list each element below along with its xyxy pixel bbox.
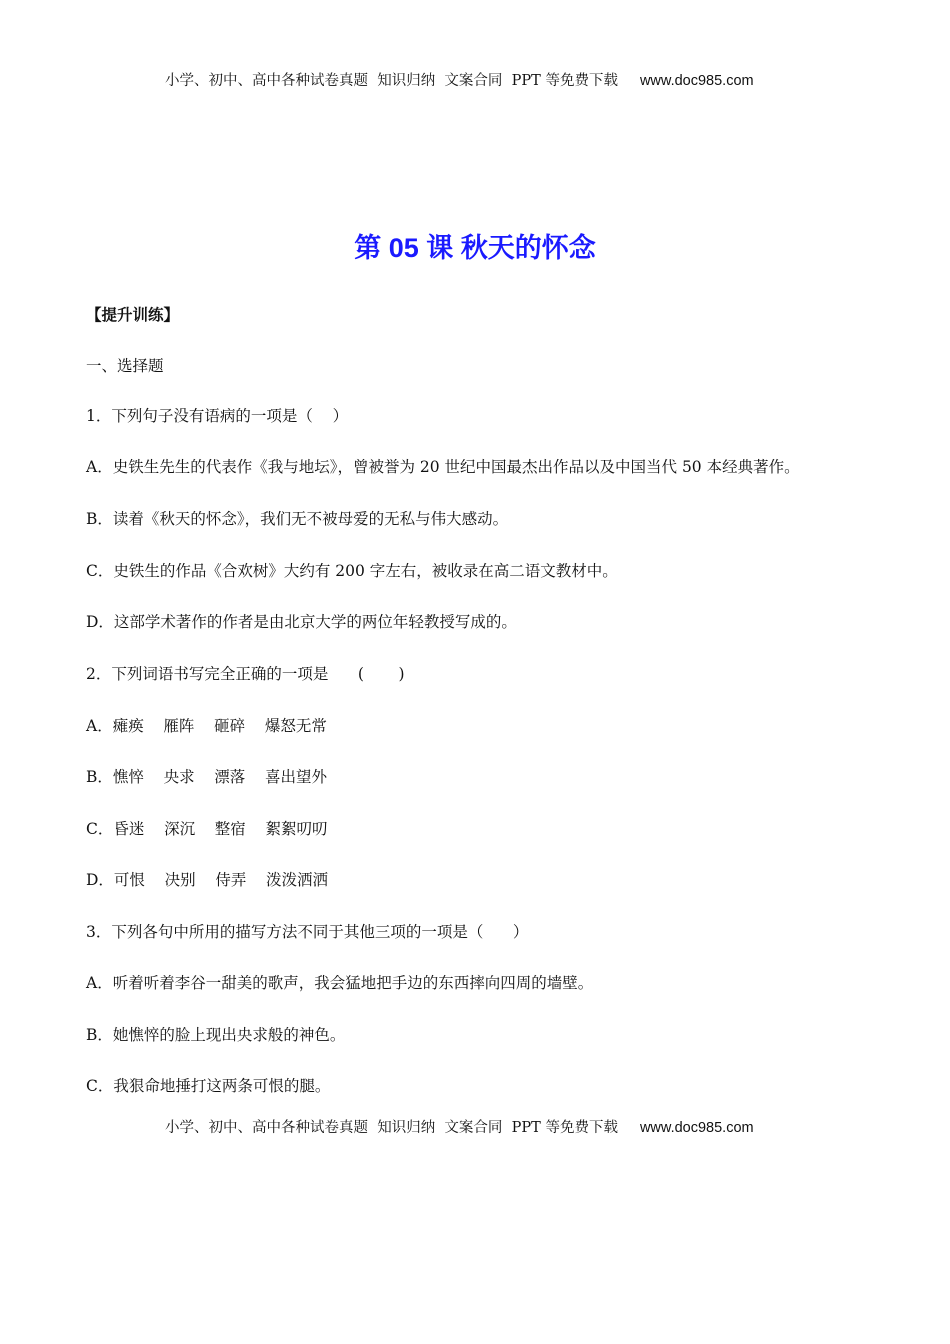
footer-url[interactable]: www.doc985.com	[639, 1120, 754, 1136]
page-footer	[165, 1116, 754, 1137]
question-option: A．史铁生先生的代表作《我与地坛》，曾被誉为 20 世纪中国最杰出作品以及中国当代 50 本经典著作。	[86, 458, 800, 476]
question-option: C．昏迷 深沉 整宿 絮絮叨叨	[86, 820, 328, 838]
section-heading: 【提升训练】	[86, 306, 180, 324]
question-option: D．可恨 决别 侍弄 泼泼洒洒	[86, 871, 329, 889]
question-option: C．我狠命地捶打这两条可恨的腿。	[86, 1077, 331, 1095]
question-stem: 1．下列句子没有语病的一项是（ ）	[86, 407, 349, 425]
question-option: B．读着《秋天的怀念》，我们无不被母爱的无私与伟大感动。	[86, 510, 509, 528]
page-title: 第 05 课 秋天的怀念	[354, 233, 596, 263]
page-header	[165, 69, 754, 90]
header-text: 小学、初中、高中各种试卷真题 知识归纳 文案合同 PPT 等免费下载	[165, 73, 618, 89]
question-stem: 2．下列词语书写完全正确的一项是 ( )	[86, 665, 405, 683]
question-option: B．憔悴 央求 漂落 喜出望外	[86, 768, 328, 786]
part-heading: 一、选择题	[86, 357, 164, 375]
footer-text: 小学、初中、高中各种试卷真题 知识归纳 文案合同 PPT 等免费下载	[165, 1120, 618, 1136]
question-option: B．她憔悴的脸上现出央求般的神色。	[86, 1026, 346, 1044]
header-url[interactable]: www.doc985.com	[639, 73, 754, 89]
question-option: A．听着听着李谷一甜美的歌声，我会猛地把手边的东西摔向四周的墙壁。	[86, 974, 594, 992]
question-option: D．这部学术著作的作者是由北京大学的两位年轻教授写成的。	[86, 613, 517, 631]
question-option: A．瘫痪 雁阵 砸碎 爆怒无常	[86, 717, 327, 735]
question-option: C．史铁生的作品《合欢树》大约有 200 字左右，被收录在高二语文教材中。	[86, 562, 618, 580]
question-stem: 3．下列各句中所用的描写方法不同于其他三项的一项是（ ）	[86, 923, 529, 941]
